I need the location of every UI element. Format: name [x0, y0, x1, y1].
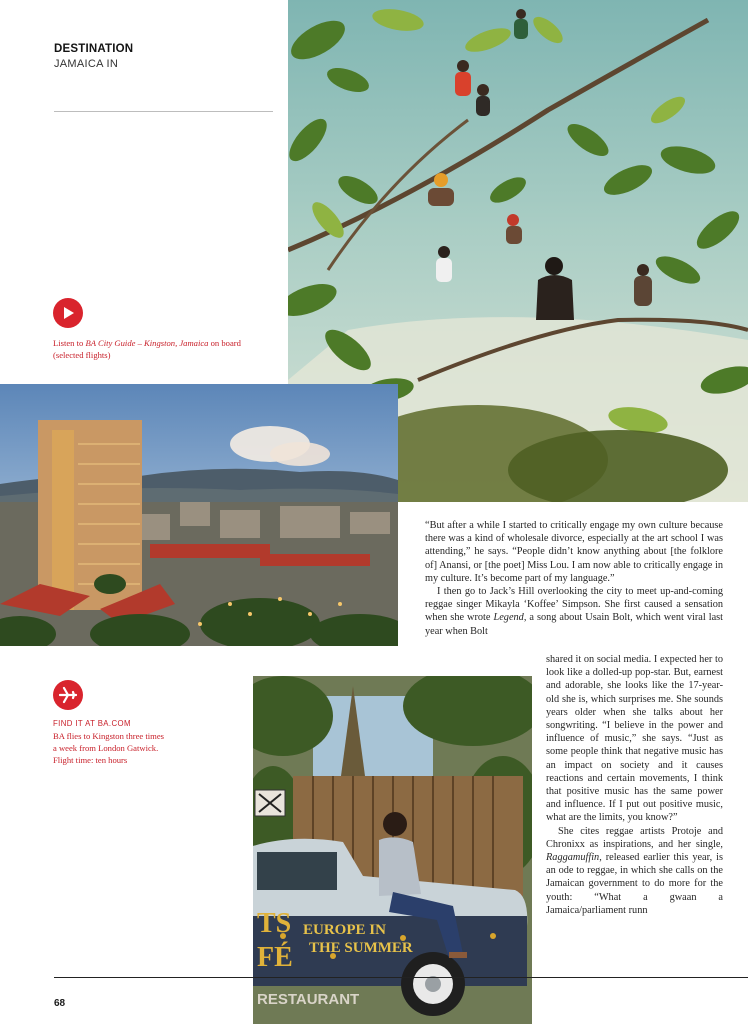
body-column-2 [546, 653, 723, 917]
find-note [53, 718, 253, 766]
body-text: , a song about Usain Bolt, which went viral last year when Bolt [425, 612, 724, 637]
find-note-title[interactable]: FIND IT AT BA.COM [53, 719, 131, 728]
plane-icon [53, 680, 83, 710]
kingston-city-photo [0, 384, 398, 646]
body-paragraph: shared it on social media. I expected her to look like a dolled-up pop-star. But, earnest and adorable, she looks like the 17-year-old she is, which surprises me. She sounds years older when she talks about her songwriting. “I believe in the power and influence of music,” she says. “Just as some people think that negative music has an impact on society and it causes reactions and certain movements, I think that positive music has the same power and influence. If I put out positive music, what are the limits, you know?” [546, 654, 723, 824]
koffee-portrait-photo [253, 676, 532, 1024]
find-note-line: BA flies to Kingston three times [53, 731, 164, 741]
car-letters-top: TS [257, 908, 292, 939]
listen-note-pre: Listen to [53, 338, 86, 348]
section-subtitle: JAMAICA IN [54, 58, 119, 70]
play-icon[interactable] [53, 298, 83, 328]
car-sign-line1: EUROPE IN [303, 922, 386, 938]
section-label: DESTINATION [54, 43, 134, 55]
car-sign-line2: THE SUMMER [309, 940, 413, 956]
footer-divider [54, 977, 748, 978]
body-paragraph: “But after a while I started to critically engage my own culture because there was a kind of wholesale divorce, especially at the art school I was attending,” he says. “People didn’t know anything about [the folklore of] Anansi, or [the poet] Miss Lou. I am now able to critically engage in my culture. It’s become part of my language.” [425, 520, 723, 584]
listen-note-post: on board (selected flights) [53, 338, 241, 360]
header-divider [54, 111, 273, 112]
body-paragraph [546, 825, 723, 917]
body-text: , released earlier this year, is an ode to reggae, in which she calls on the Jamaican government to do more for the youth: “What a gwaan a Jamaica/parliament runn [546, 852, 723, 916]
listen-note-title: BA City Guide – Kingston, Jamaica [85, 338, 209, 348]
car-letters-bottom: FÉ [257, 942, 293, 973]
listen-note [53, 337, 253, 361]
song-title: Legend [493, 612, 524, 624]
body-text: She cites reggae artists Protoje and Chronixx as inspirations, and her single, [546, 825, 723, 850]
body-text: I then go to Jack’s Hill overlooking the city to meet up-and-coming reggae singer Mikayla ‘Koffee’ Simpson. She first caused a sensation when she wrote [425, 586, 723, 624]
body-paragraph [425, 585, 723, 638]
page-number: 68 [54, 998, 66, 1009]
find-note-line: a week from London Gatwick. [53, 743, 159, 753]
restaurant-sign: RESTAURANT [257, 991, 360, 1008]
body-column-1 [425, 519, 723, 638]
find-note-line: Flight time: ten hours [53, 755, 128, 765]
single-title: Raggamuffin [546, 852, 600, 864]
